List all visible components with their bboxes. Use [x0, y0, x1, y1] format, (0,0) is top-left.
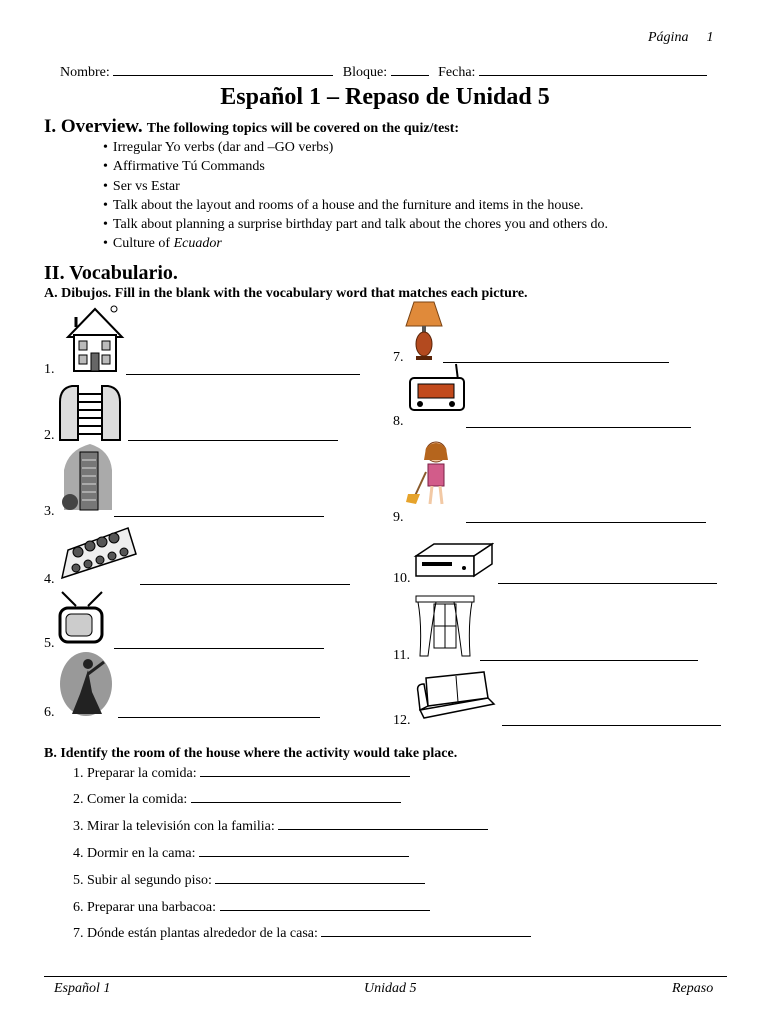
topics-list: [103, 138, 608, 254]
overview-heading: [44, 116, 459, 138]
question-row: [73, 846, 409, 862]
culture-prefix: Culture of: [112, 236, 174, 252]
item-number: 7.: [393, 350, 404, 365]
answer-blank[interactable]: [498, 583, 717, 584]
question-row: [73, 792, 401, 808]
answer-blank[interactable]: [191, 793, 401, 803]
page-title: Español 1 – Repaso de Unidad 5: [220, 84, 550, 110]
answer-blank[interactable]: [140, 584, 350, 585]
item-number: 3.: [44, 504, 55, 519]
answer-blank[interactable]: [128, 440, 338, 441]
overview-intro: The following topics will be covered on the quiz/test:: [146, 121, 460, 136]
bloque-label: Bloque:: [342, 65, 388, 80]
page-number: [648, 30, 713, 46]
item-number: 10.: [393, 571, 411, 586]
nombre-field[interactable]: [113, 66, 333, 76]
answer-blank[interactable]: [200, 767, 410, 777]
answer-blank[interactable]: [466, 522, 706, 523]
answer-blank[interactable]: [443, 362, 669, 363]
topic-item: • Talk about planning a surprise birthday part and talk about the chores you and others do.: [103, 215, 608, 234]
part-a-instructions: A. Dibujos. Fill in the blank with the vocabulary word that matches each picture.: [44, 286, 528, 301]
question-row: [73, 873, 425, 889]
item-number: 8.: [393, 414, 404, 429]
item-number: 1.: [44, 362, 55, 377]
item-number: 2.: [44, 428, 55, 443]
nombre-label: Nombre:: [60, 65, 110, 80]
question-text: 7. Dónde están plantas alrededor de la casa:: [73, 926, 318, 941]
question-row: [73, 926, 531, 942]
question-row: [73, 900, 430, 916]
sofa-icon: [414, 668, 496, 720]
staircase-icon: [54, 380, 126, 442]
question-text: 1. Preparar la comida:: [73, 766, 197, 781]
footer-type: Repaso: [672, 981, 714, 996]
fecha-label: Fecha:: [438, 65, 476, 80]
dancer-icon: [58, 650, 114, 720]
item-number: 6.: [44, 705, 55, 720]
page-label: Página: [648, 30, 689, 45]
radio-icon: [404, 362, 468, 414]
answer-blank[interactable]: [114, 648, 324, 649]
student-info-line: [60, 65, 707, 81]
question-text: 2. Comer la comida:: [73, 792, 188, 807]
answer-blank[interactable]: [502, 725, 721, 726]
answer-blank[interactable]: [321, 927, 531, 937]
answer-blank[interactable]: [118, 717, 320, 718]
overview-title: I. Overview.: [44, 116, 143, 137]
answer-blank[interactable]: [114, 516, 324, 517]
television-icon: [56, 588, 112, 650]
building-icon: [60, 440, 116, 512]
part-b-instructions: B. Identify the room of the house where the activity would take place.: [44, 746, 458, 761]
question-text: 4. Dormir en la cama:: [73, 846, 196, 861]
footer-divider: [44, 976, 727, 977]
question-text: 6. Preparar una barbacoa:: [73, 900, 217, 915]
girl-sweeping-icon: [406, 438, 462, 508]
window-curtains-icon: [414, 594, 476, 660]
answer-blank[interactable]: [278, 820, 488, 830]
item-number: 5.: [44, 636, 55, 651]
topic-item: • Affirmative Tú Commands: [103, 157, 608, 176]
bloque-field[interactable]: [391, 66, 429, 76]
item-number: 11.: [393, 648, 410, 663]
topic-item: • Talk about the layout and rooms of a house and the furniture and items in the house.: [103, 196, 608, 215]
topic-item-culture: [103, 234, 608, 253]
question-text: 3. Mirar la televisión con la familia:: [73, 819, 275, 834]
garden-icon: [58, 520, 138, 582]
item-number: 9.: [393, 510, 404, 525]
culture-place: Ecuador: [173, 236, 222, 252]
topic-item: • Irregular Yo verbs (dar and –GO verbs): [103, 138, 608, 157]
lamp-icon: [404, 300, 444, 362]
item-number: 12.: [393, 713, 411, 728]
page-number-value: 1: [706, 30, 714, 45]
question-row: [73, 819, 488, 835]
answer-blank[interactable]: [199, 847, 409, 857]
answer-blank[interactable]: [220, 901, 430, 911]
fecha-field[interactable]: [479, 66, 707, 76]
item-number: 4.: [44, 572, 55, 587]
footer-course: Español 1: [54, 981, 111, 996]
question-text: 5. Subir al segundo piso:: [73, 873, 212, 888]
dvd-player-icon: [412, 540, 494, 580]
topic-item: • Ser vs Estar: [103, 177, 608, 196]
answer-blank[interactable]: [480, 660, 698, 661]
answer-blank[interactable]: [466, 427, 691, 428]
vocab-heading: II. Vocabulario.: [44, 262, 178, 284]
answer-blank[interactable]: [215, 874, 425, 884]
footer-unit: Unidad 5: [364, 981, 417, 996]
answer-blank[interactable]: [126, 374, 360, 375]
question-row: [73, 766, 410, 782]
house-icon: [62, 303, 128, 373]
